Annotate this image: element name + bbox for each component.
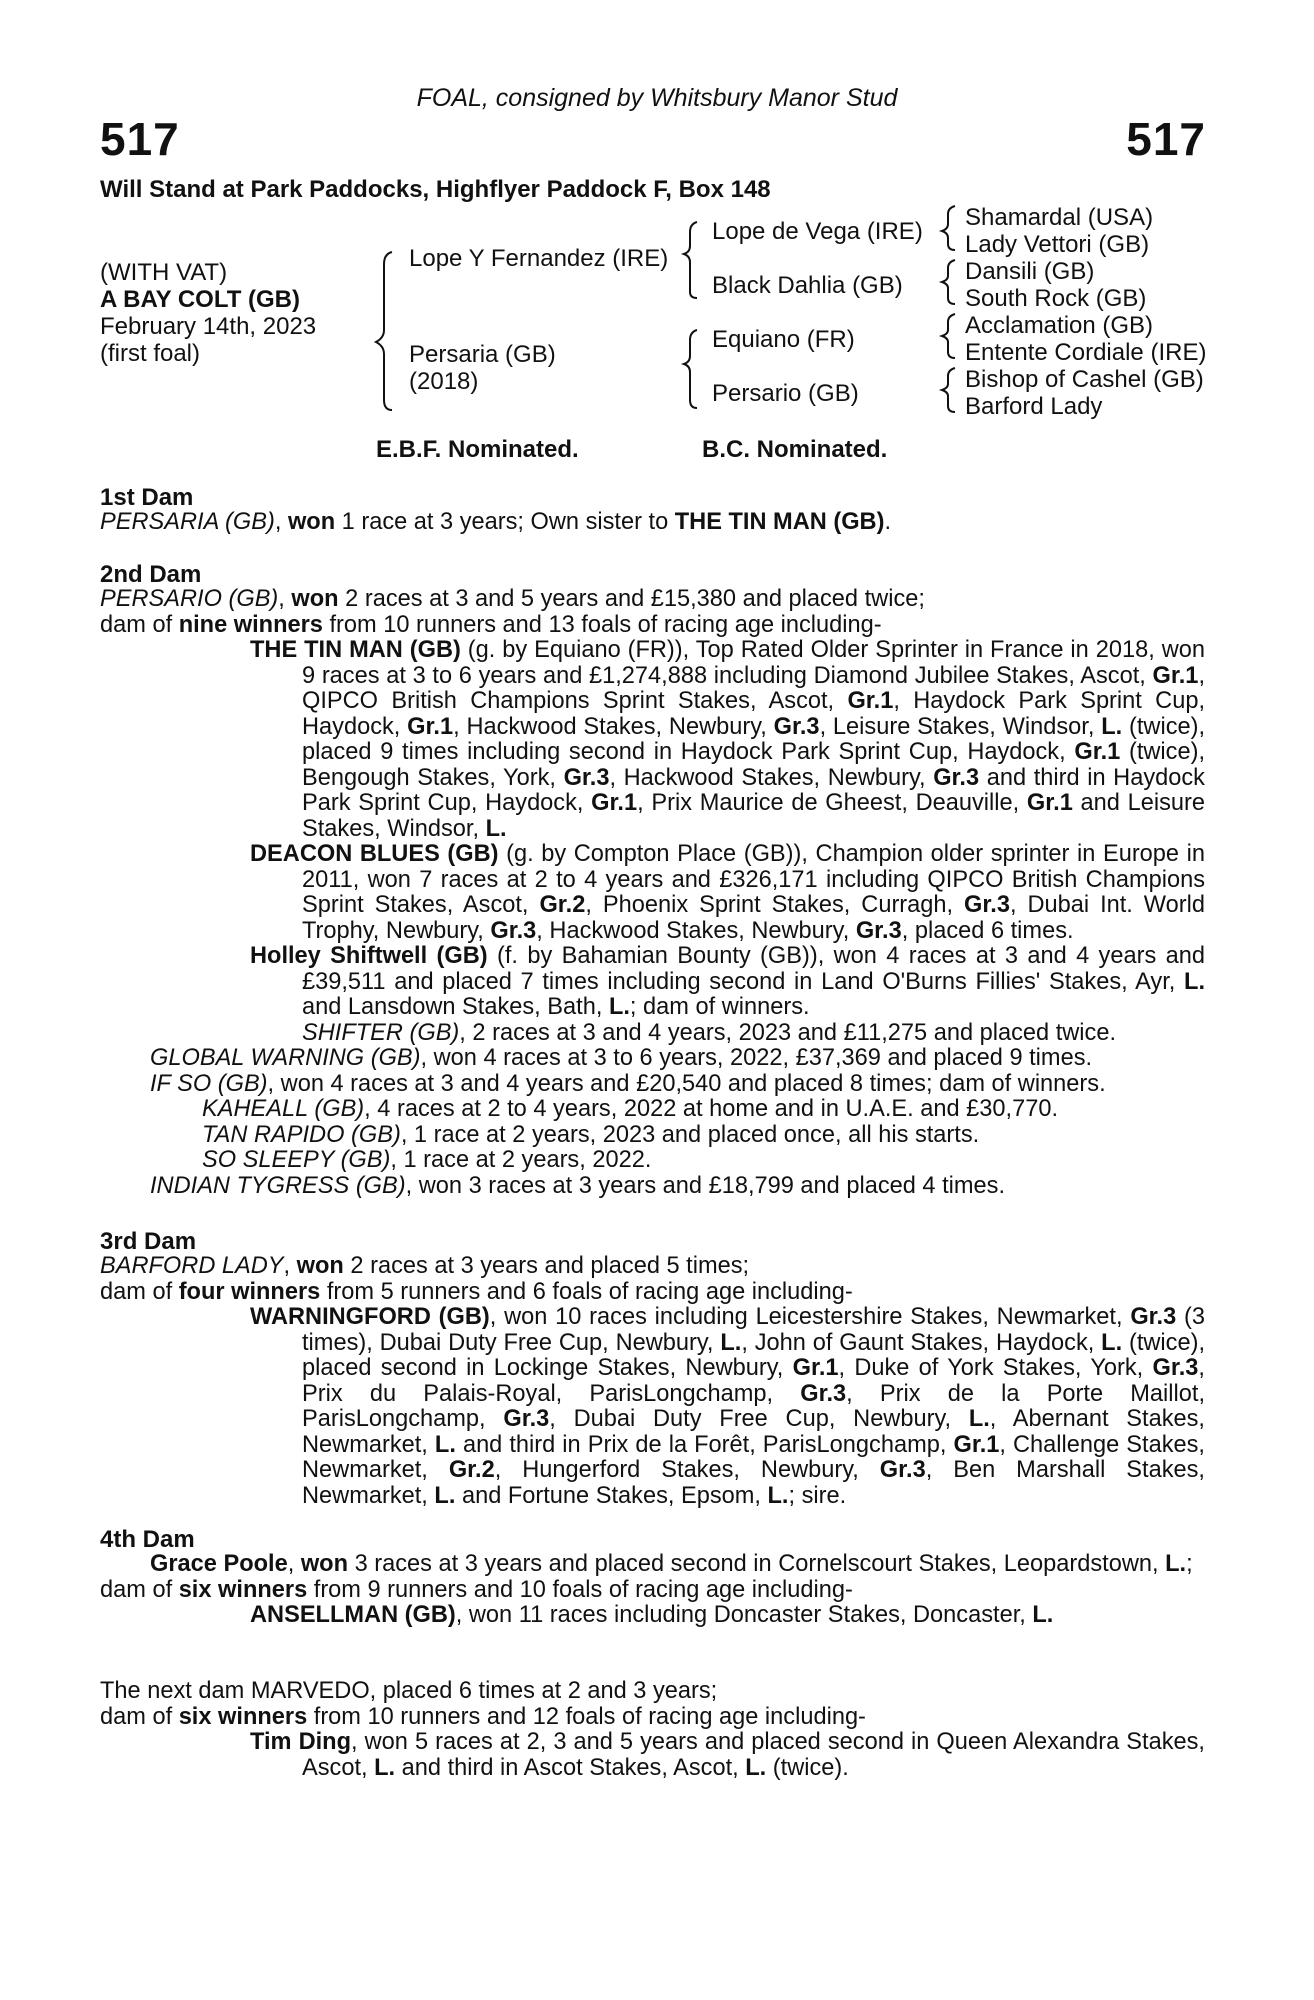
dam-dam: Persario (GB) <box>712 380 859 407</box>
sire-name: Lope Y Fernandez (IRE) <box>409 245 669 272</box>
gg-3: Dansili (GB) <box>965 258 1095 285</box>
consignor-line: FOAL, consigned by Whitsbury Manor Stud <box>416 84 898 112</box>
dam-name: Persaria (GB) <box>409 341 556 368</box>
first-dam-record: PERSARIA (GB), won 1 race at 3 years; Own sister to THE TIN MAN (GB). <box>100 509 892 535</box>
produce-tim-ding: Tim Ding, won 5 races at 2, 3 and 5 years and placed second in Queen Alexandra Stakes, Ascot, L. and third in Ascot Stakes, Ascot, L. (twice). <box>250 1729 1205 1781</box>
next-dam-record: The next dam MARVEDO, placed 6 times at 2 and 3 years; dam of six winners from 10 runners and 12 foals of racing age including- Tim Ding, won 5 races at 2, 3 and 5 years and placed second in Queen Alexandra Stakes, Ascot, L. and third in Ascot Stakes, Ascot, L. (twice). <box>100 1678 1205 1781</box>
gg-2: Lady Vettori (GB) <box>965 231 1150 258</box>
produce-holley-shiftwell: Holley Shiftwell (GB) (f. by Bahamian Bounty (GB)), won 4 races at 3 and 4 years and £39,511 and placed 7 times including second in Land O'Burns Fillies' Stakes, Ayr, L. and Lansdown Stakes, Bath, L.; dam of winners. <box>250 943 1205 1020</box>
gg-4: South Rock (GB) <box>965 285 1147 312</box>
gg-8: Barford Lady <box>965 393 1103 420</box>
sire-sire: Lope de Vega (IRE) <box>712 218 923 245</box>
produce-the-tin-man: THE TIN MAN (GB) (g. by Equiano (FR)), Top Rated Older Sprinter in France in 2018, won 9 races at 3 to 6 years and £1,274,888 including Diamond Jubilee Stakes, Ascot, Gr.1, QIPCO British Champions Sprint Stakes, Ascot, Gr.1, Haydock Park Sprint Cup, Haydock, Gr.1, Hackwood Stakes, Newbury, Gr.3, Leisure Stakes, Windsor, L. (twice), placed 9 times including second in Haydock Park Sprint Cup, Haydock, Gr.1 (twice), Bengough Stakes, York, Gr.3, Hackwood Stakes, Newbury, Gr.3 and third in Haydock Park Sprint Cup, Haydock, Gr.1, Prix Maurice de Gheest, Deauville, Gr.1 and Leisure Stakes, Windsor, L. <box>250 637 1206 842</box>
ebf-nomination: E.B.F. Nominated. <box>376 436 579 463</box>
lot-number-left: 517 <box>100 113 180 165</box>
second-dam-heading: 2nd Dam <box>100 561 202 588</box>
fourth-dam-record: Grace Poole, won 3 races at 3 years and placed second in Cornelscourt Stakes, Leopardstown, L.; dam of six winners from 9 runners and 10 foals of racing age including- ANSELLMAN (GB), won 11 races including Doncaster Stakes, Doncaster, L. <box>100 1552 1205 1629</box>
sire-dam: Black Dahlia (GB) <box>712 272 903 299</box>
stabling-location: Will Stand at Park Paddocks, Highflyer Paddock F, Box 148 <box>100 176 771 203</box>
dam-year: (2018) <box>409 368 479 395</box>
gg-7: Bishop of Cashel (GB) <box>965 366 1204 393</box>
vat-note: (WITH VAT) <box>100 259 228 286</box>
dam-sire: Equiano (FR) <box>712 326 855 353</box>
lot-number-right: 517 <box>1126 113 1206 165</box>
gg-5: Acclamation (GB) <box>965 312 1154 339</box>
produce-ansellman: ANSELLMAN (GB), won 11 races including Doncaster Stakes, Doncaster, L. <box>250 1602 1054 1628</box>
third-dam-record: BARFORD LADY, won 2 races at 3 years and placed 5 times; dam of four winners from 5 runners and 6 foals of racing age including- WARNINGFORD (GB), won 10 races including Leicestershire Stakes, Newmarket, Gr.3 (3 times), Dubai Duty Free Cup, Newbury, L., John of Gaunt Stakes, Haydock, L. (twice), placed second in Lockinge Stakes, Newbury, Gr.1, Duke of York Stakes, York, Gr.3, Prix du Palais-Royal, ParisLongchamp, Gr.3, Prix de la Porte Maillot, ParisLongchamp, Gr.3, Dubai Duty Free Cup, Newbury, L., Abernant Stakes, Newmarket, L. and third in Prix de la Forêt, ParisLongchamp, Gr.1, Challenge Stakes, Newmarket, Gr.2, Hungerford Stakes, Newbury, Gr.3, Ben Marshall Stakes, Newmarket, L. and Fortune Stakes, Epsom, L.; sire. <box>100 1253 1206 1509</box>
produce-deacon-blues: DEACON BLUES (GB) (g. by Compton Place (GB)), Champion older sprinter in Europe in 2011, won 7 races at 2 to 4 years and £326,171 including QIPCO British Champions Sprint Stakes, Ascot, Gr.2, Phoenix Sprint Stakes, Curragh, Gr.3, Dubai Int. World Trophy, Newbury, Gr.3, Hackwood Stakes, Newbury, Gr.3, placed 6 times. <box>250 841 1206 944</box>
second-dam-record: PERSARIO (GB), won 2 races at 3 and 5 years and £15,380 and placed twice; dam of nine winners from 10 runners and 13 foals of racing age including- THE TIN MAN (GB) (g. by Equiano (FR)), Top Rated Older Sprinter in France in 2018, won 9 races at 3 to 6 years and £1,274,888 including Diamond Jubilee Stakes, Ascot, Gr.1, QIPCO British Champions Sprint Stakes, Ascot, Gr.1, Haydock Park Sprint Cup, Haydock, Gr.1, Hackwood Stakes, Newbury, Gr.3, Leisure Stakes, Windsor, L. (twice), placed 9 times including second in Haydock Park Sprint Cup, Haydock, Gr.1 (twice), Bengough Stakes, York, Gr.3, Hackwood Stakes, Newbury, Gr.3 and third in Haydock Park Sprint Cup, Haydock, Gr.1, Prix Maurice de Gheest, Deauville, Gr.1 and Leisure Stakes, Windsor, L. DEACON BLUES (GB) (g. by Compton Place (GB)), Champion older sprinter in Europe in 2011, won 7 races at 2 to 4 years and £326,171 including QIPCO British Champions Sprint Stakes, Ascot, Gr.2, Phoenix Sprint Stakes, Curragh, Gr.3, Dubai Int. World Trophy, Newbury, Gr.3, Hackwood Stakes, Newbury, Gr.3, placed 6 times. Holley Shiftwell (GB) (f. by Bahamian Bounty (GB)), won 4 races at 3 and 4 years and £39,511 and placed 7 times including second in Land O'Burns Fillies' Stakes, Ayr, L. and Lansdown Stakes, Bath, L.; dam of winners. SHIFTER (GB), 2 races at 3 and 4 years, 2023 and £11,275 and placed twice. GLOBAL WARNING (GB), won 4 races at 3 to 6 years, 2022, £37,369 and placed 9 times. IF SO (GB), won 4 races at 3 and 4 years and £20,540 and placed 8 times; dam of winners. KAHEALL (GB), 4 races at 2 to 4 years, 2022 at home and in U.A.E. and £30,770. TAN RAPIDO (GB), 1 race at 2 years, 2023 and placed once, all his starts. SO SLEEPY (GB), 1 race at 2 years, 2022. INDIAN TYGRESS (GB), won 3 races at 3 years and £18,799 and placed 4 times. <box>100 586 1206 1199</box>
foaling-date: February 14th, 2023 <box>100 313 317 340</box>
horse-name: A BAY COLT (GB) <box>100 286 301 313</box>
third-dam-heading: 3rd Dam <box>100 1228 197 1255</box>
foal-note: (first foal) <box>100 340 201 367</box>
gg-6: Entente Cordiale (IRE) <box>965 339 1207 366</box>
fourth-dam-heading: 4th Dam <box>100 1526 195 1553</box>
bc-nomination: B.C. Nominated. <box>702 436 888 463</box>
first-dam-heading: 1st Dam <box>100 484 194 511</box>
produce-warningford: WARNINGFORD (GB), won 10 races including Leicestershire Stakes, Newmarket, Gr.3 (3 times), Dubai Duty Free Cup, Newbury, L., John of Gaunt Stakes, Haydock, L. (twice), placed second in Lockinge Stakes, Newbury, Gr.1, Duke of York Stakes, York, Gr.3, Prix du Palais-Royal, ParisLongchamp, Gr.3, Prix de la Porte Maillot, ParisLongchamp, Gr.3, Dubai Duty Free Cup, Newbury, L., Abernant Stakes, Newmarket, L. and third in Prix de la Forêt, ParisLongchamp, Gr.1, Challenge Stakes, Newmarket, Gr.2, Hungerford Stakes, Newbury, Gr.3, Ben Marshall Stakes, Newmarket, L. and Fortune Stakes, Epsom, L.; sire. <box>250 1304 1206 1509</box>
gg-1: Shamardal (USA) <box>965 204 1154 231</box>
